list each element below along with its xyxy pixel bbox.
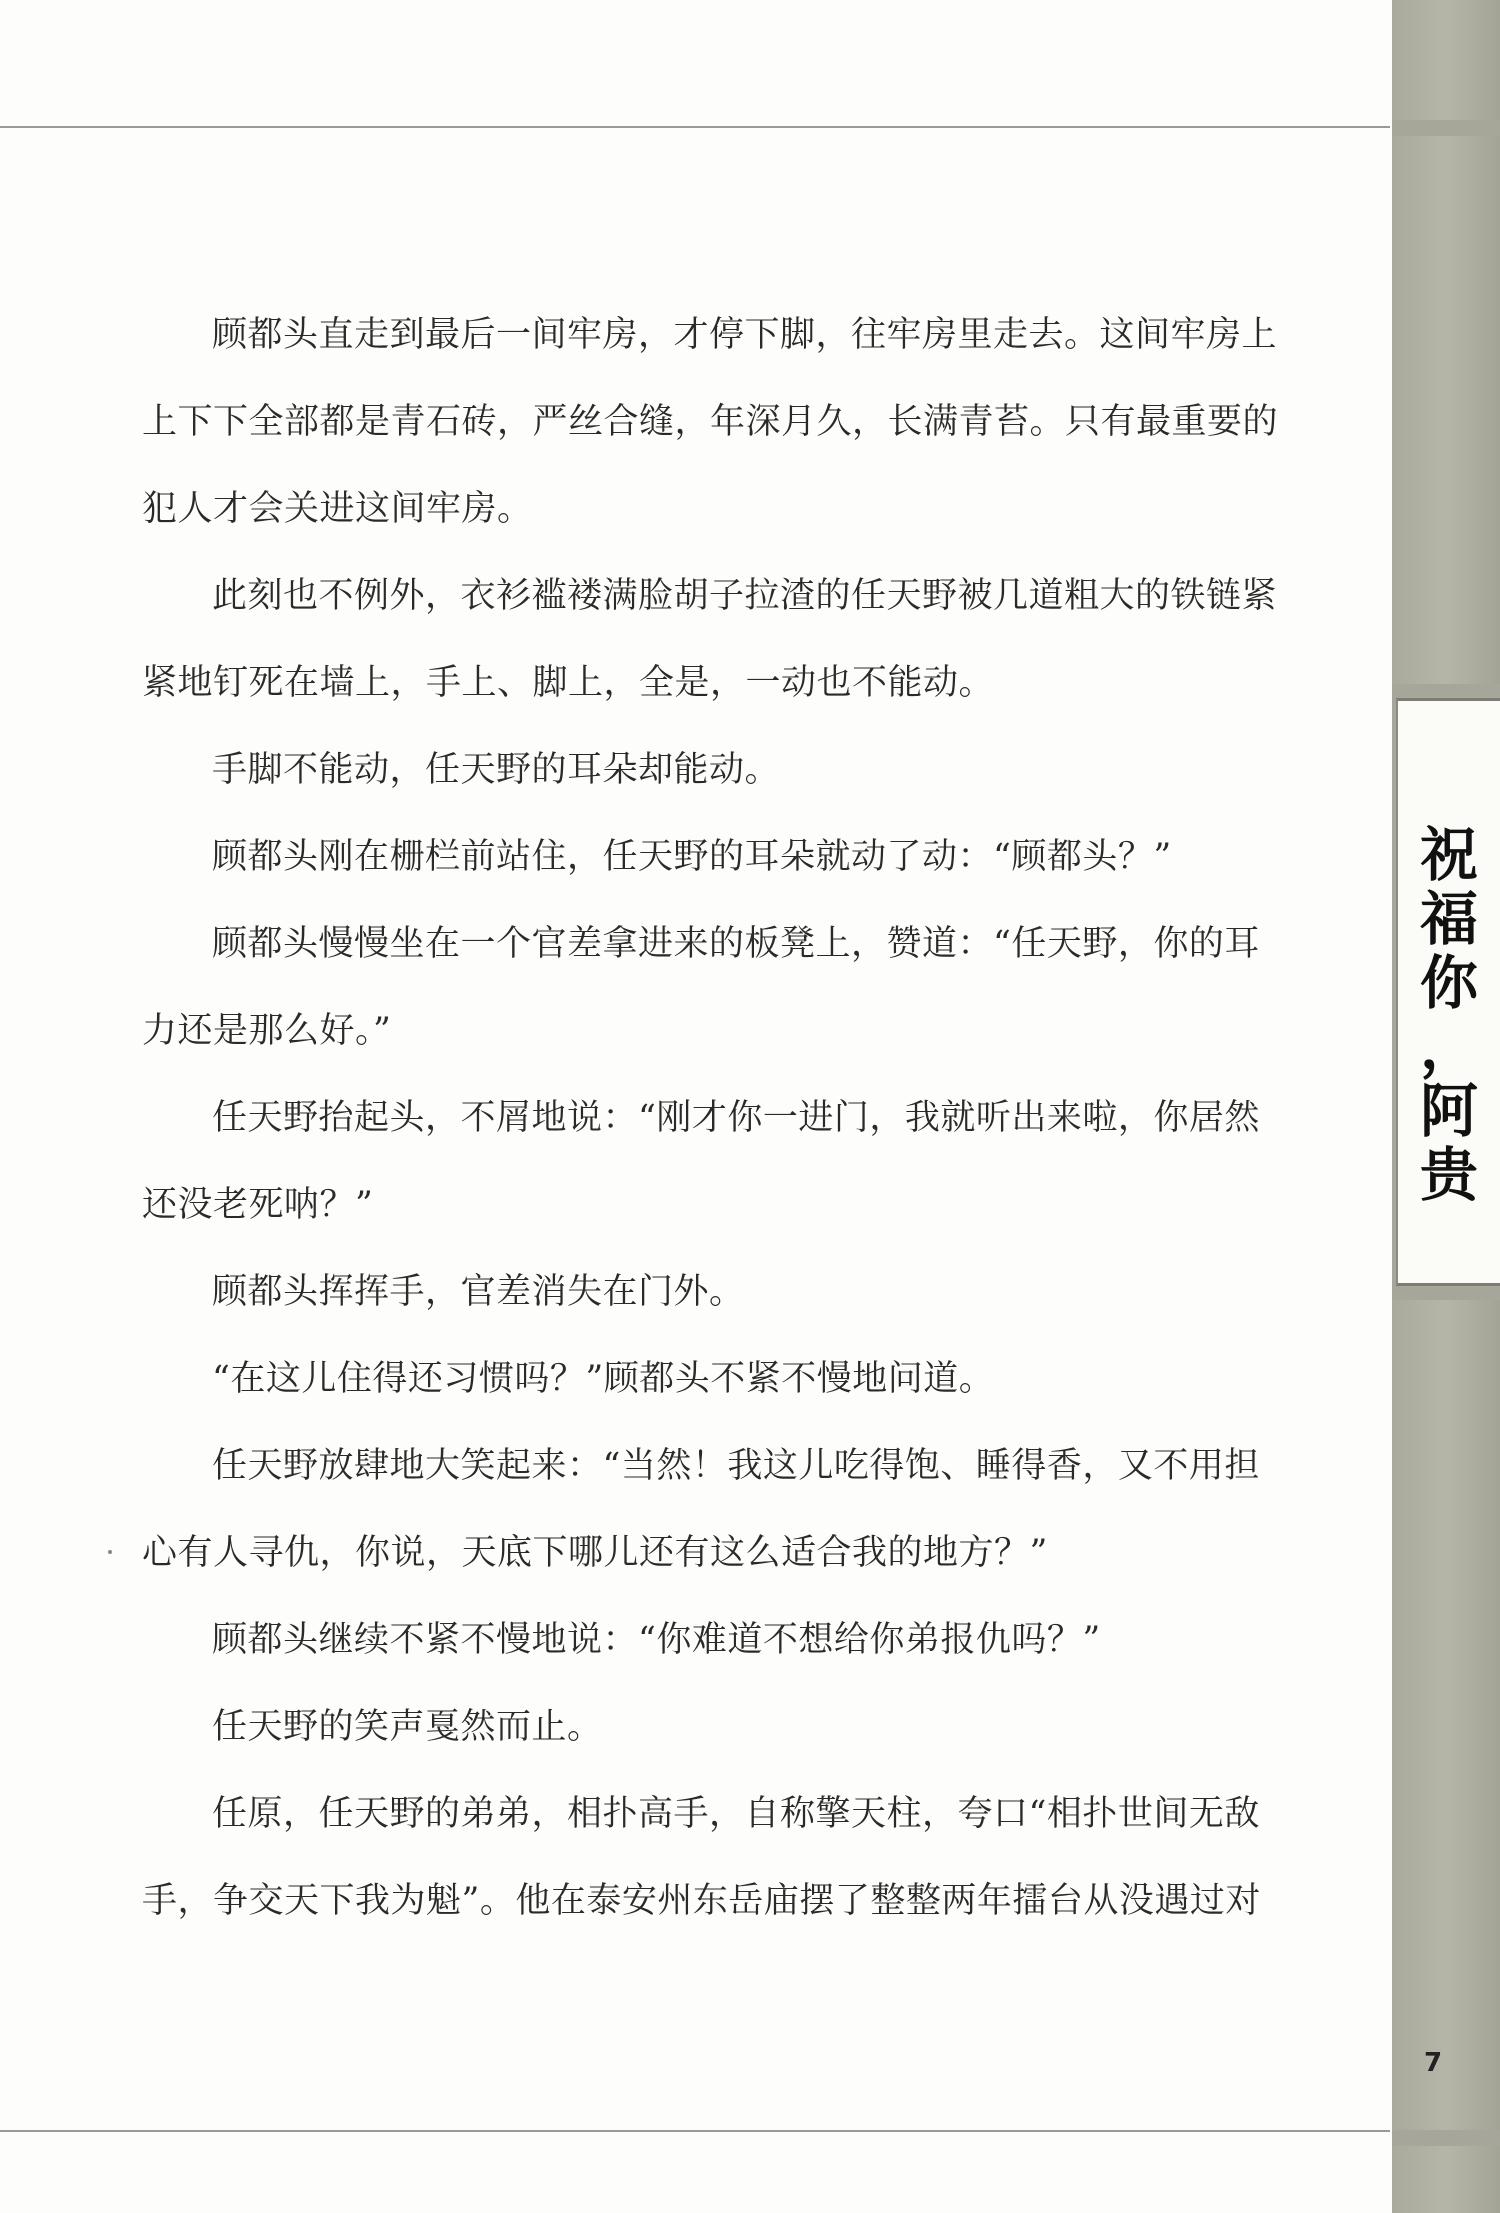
page-number: 7 xyxy=(1424,2048,1443,2078)
scan-speck xyxy=(108,1550,112,1554)
side-block-lower xyxy=(1392,1300,1500,2130)
side-block-upper xyxy=(1392,136,1500,684)
title-char: 福 xyxy=(1419,885,1478,953)
title-char: 贵 xyxy=(1419,1141,1478,1209)
paragraph: 顾都头刚在栅栏前站住，任天野的耳朵就动了动：“顾都头？” xyxy=(212,837,1172,877)
paragraph: 任天野的笑声戛然而止。 xyxy=(212,1707,603,1747)
book-title-tab xyxy=(1396,698,1500,1286)
paragraph: 手脚不能动，任天野的耳朵却能动。 xyxy=(212,750,781,790)
paragraph: 顾都头慢慢坐在一个官差拿进来的板凳上，赞道：“任天野，你的耳力还是那么好。” xyxy=(142,924,1260,1051)
top-rule xyxy=(0,126,1390,128)
title-char: 祝 xyxy=(1419,821,1478,889)
paragraph: “在这儿住得还习惯吗？”顾都头不紧不慢地问道。 xyxy=(212,1359,995,1399)
side-block-top xyxy=(1392,0,1500,120)
paragraph: 顾都头继续不紧不慢地说：“你难道不想给你弟报仇吗？” xyxy=(212,1620,1101,1660)
title-char: 阿 xyxy=(1419,1077,1478,1145)
paragraph: 任天野放肆地大笑起来：“当然！我这儿吃得饱、睡得香，又不用担心有人寻仇，你说，天底下哪儿还有这么适合我的地方？” xyxy=(142,1446,1260,1573)
title-char: ， xyxy=(1419,1013,1478,1081)
paragraph: 任天野抬起头，不屑地说：“刚才你一进门，我就听出来啦，你居然还没老死呐？” xyxy=(142,1098,1260,1225)
paragraph: 顾都头挥挥手，官差消失在门外。 xyxy=(212,1272,745,1312)
paragraph: 顾都头直走到最后一间牢房，才停下脚，往牢房里走去。这间牢房上上下下全部都是青石砖，严丝合缝，年深月久，长满青苔。只有最重要的犯人才会关进这间牢房。 xyxy=(142,315,1279,529)
paragraph: 任原，任天野的弟弟，相扑高手，自称擎天柱，夸口“相扑世间无敌手，争交天下我为魁”。他在泰安州东岳庙摆了整整两年擂台从没遇过对 xyxy=(142,1794,1261,1921)
body-text xyxy=(142,292,1292,1945)
bottom-rule xyxy=(0,2130,1390,2132)
paragraph: 此刻也不例外，衣衫褴褛满脸胡子拉渣的任天野被几道粗大的铁链紧紧地钉死在墙上，手上、脚上，全是，一动也不能动。 xyxy=(142,576,1278,703)
side-block-bottom xyxy=(1392,2146,1500,2213)
title-char: 你 xyxy=(1419,949,1478,1017)
